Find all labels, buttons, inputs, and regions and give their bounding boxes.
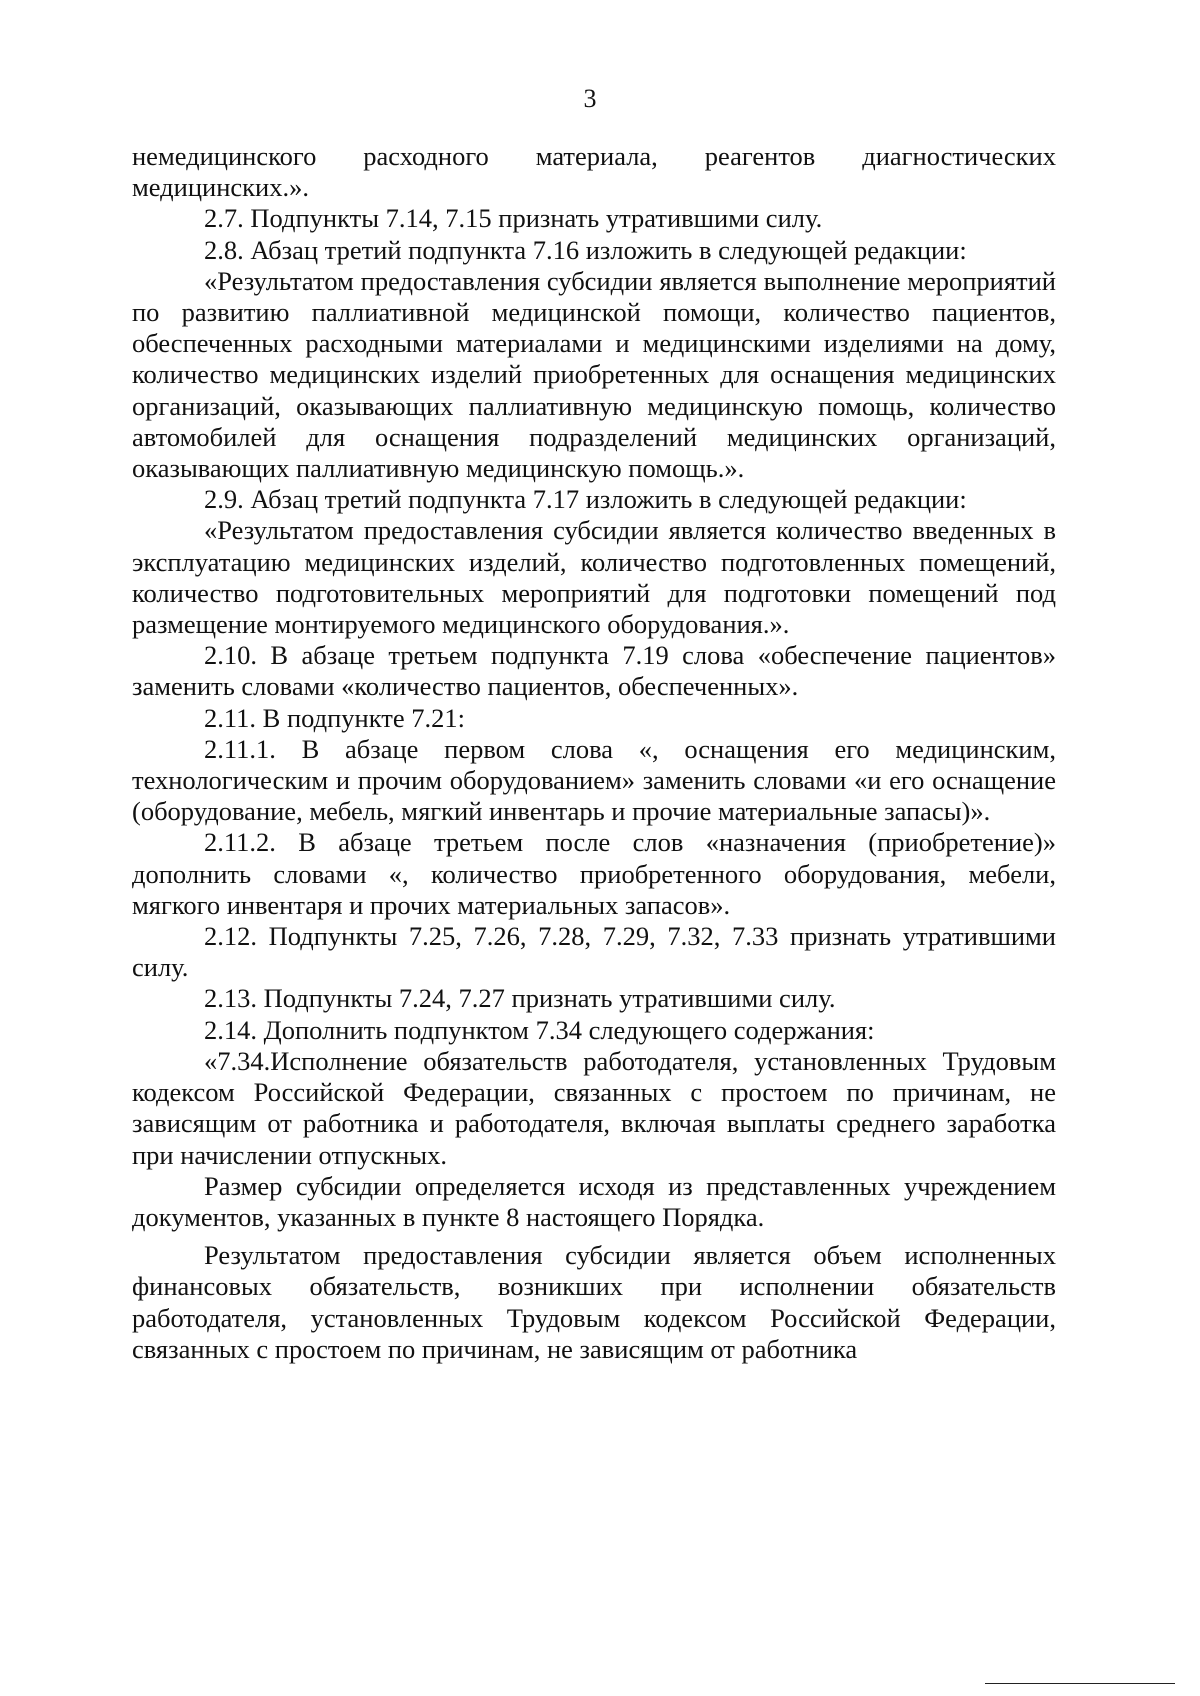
paragraph: 2.11. В подпункте 7.21: — [204, 702, 465, 733]
paragraph: 2.11.1. В абзаце первом слова «, оснащения его медицинским, технологическим и прочим оборудованием» заменить словами «и его оснащение (оборудование, мебель, мягкий инвентарь и прочие материальные запасы)». — [132, 733, 1056, 827]
page-number: 3 — [583, 84, 597, 113]
paragraph: 2.14. Дополнить подпунктом 7.34 следующего содержания: — [204, 1014, 875, 1045]
paragraph: «Результатом предоставления субсидии является количество введенных в эксплуатацию медицинских изделий, количество подготовленных помещений, количество подготовительных мероприятий для подготовки помещений под размещение монтируемого медицинского оборудования.». — [132, 515, 1056, 640]
paragraph: 2.7. Подпункты 7.14, 7.15 признать утратившими силу. — [204, 203, 823, 234]
paragraph: 2.12. Подпункты 7.25, 7.26, 7.28, 7.29, 7.32, 7.33 признать утратившими силу. — [132, 921, 1056, 983]
paragraph: 2.9. Абзац третий подпункта 7.17 изложить в следующей редакции: — [204, 484, 967, 515]
paragraph: «Результатом предоставления субсидии является выполнение мероприятий по развитию паллиативной медицинской помощи, количество пациентов, обеспеченных расходными материалами и медицинскими изделиями на дому, количество медицинских изделий приобретенных для оснащения медицинских организаций, оказывающих паллиативную медицинскую помощь, количество автомобилей для оснащения подразделений медицинских организаций, оказывающих паллиативную медицинскую помощь.». — [132, 265, 1056, 484]
paragraph: 2.10. В абзаце третьем подпункта 7.19 слова «обеспечение пациентов» заменить словами «количество пациентов, обеспеченных». — [132, 640, 1056, 702]
paragraph: немедицинского расходного материала, реагентов диагностических медицинских.». — [132, 141, 1056, 203]
paragraph: 2.11.2. В абзаце третьем после слов «назначения (приобретение)» дополнить словами «, количество приобретенного оборудования, мебели, мягкого инвентаря и прочих материальных запасов». — [132, 827, 1056, 920]
paragraph: «7.34.Исполнение обязательств работодателя, установленных Трудовым кодексом Российской Федерации, связанных с простоем по причинам, не зависящим от работника и работодателя, включая выплаты среднего заработка при начислении отпускных. — [132, 1045, 1056, 1170]
footer-rule — [985, 1683, 1175, 1684]
paragraph: 2.8. Абзац третий подпункта 7.16 изложить в следующей редакции: — [204, 234, 967, 265]
paragraph: 2.13. Подпункты 7.24, 7.27 признать утратившими силу. — [204, 983, 836, 1014]
document-body — [132, 141, 1056, 1365]
paragraph: Размер субсидии определяется исходя из представленных учреждением документов, указанных в пункте 8 настоящего Порядка. — [132, 1170, 1056, 1232]
paragraph: Результатом предоставления субсидии является объем исполненных финансовых обязательств, возникших при исполнении обязательств работодателя, установленных Трудовым кодексом Российской Федерации, связанных с простоем по причинам, не зависящим от работника — [132, 1240, 1056, 1364]
